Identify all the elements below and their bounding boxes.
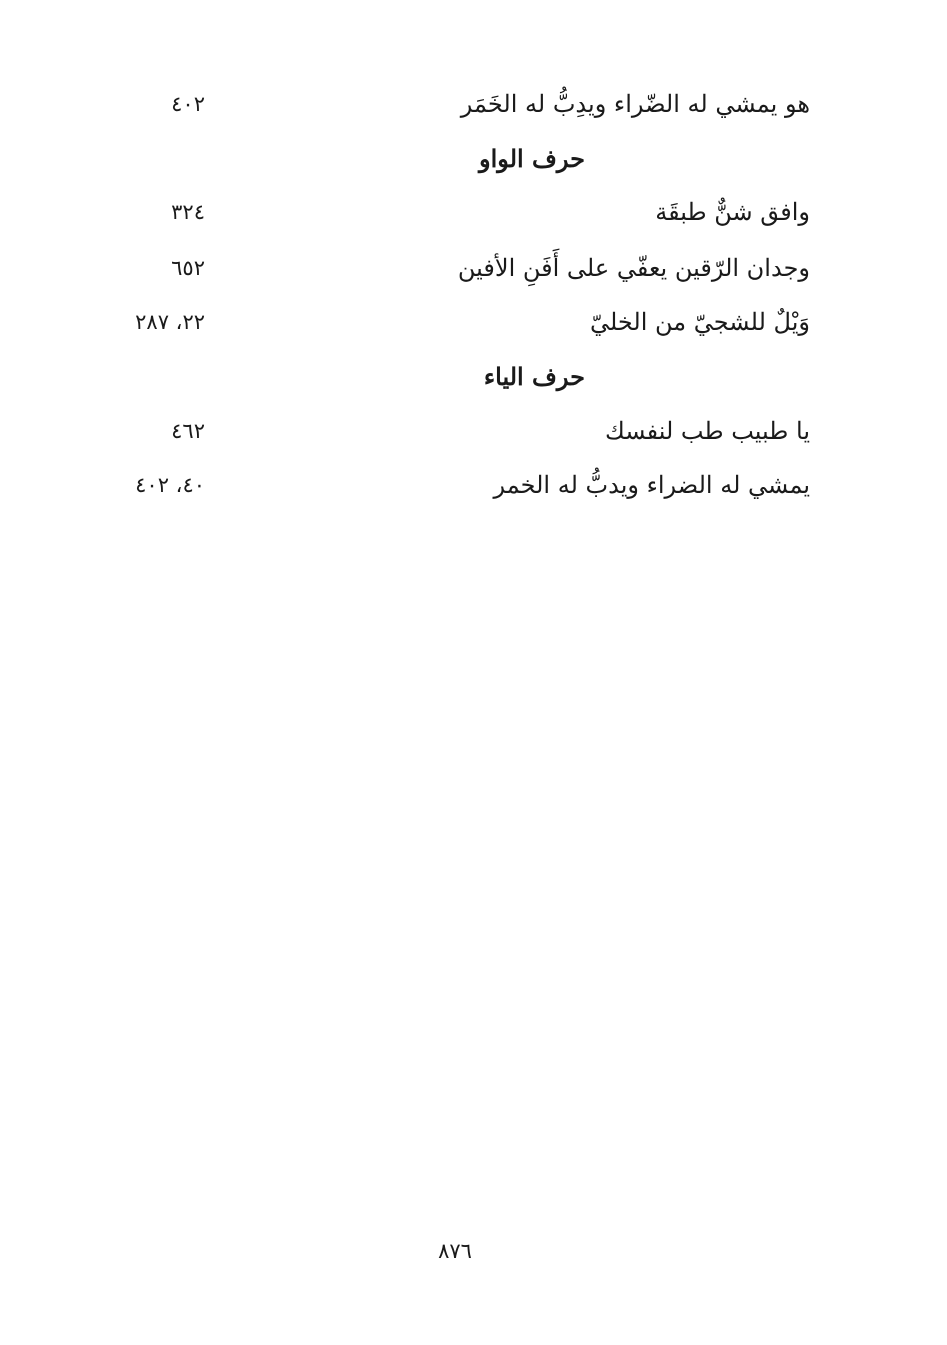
page-references: ٤٠، ٤٠٢ [135,473,205,497]
proverb-text: وَيْلٌ للشجيّ من الخليّ [589,308,810,336]
proverb-entry [90,411,810,451]
proverb-text: هو يمشي له الضّراء ويدِبُّ له الخَمَر [460,90,810,118]
page-references: ٤٠٢ [171,92,205,116]
page-references: ٦٥٢ [171,256,205,280]
proverb-text: وافق شنٌّ طبقَة [655,198,810,226]
proverb-entry [90,248,810,288]
page-number: ٨٧٦ [438,1239,472,1263]
page-references: ٣٢٤ [171,200,205,224]
proverb-entry [90,302,810,342]
page-references: ٢٢، ٢٨٧ [135,310,205,334]
section-heading-ya: حرف الياء [483,362,585,391]
proverb-text: يمشي له الضراء ويدبُّ له الخمر [493,471,810,499]
proverb-entry [90,84,810,124]
page-references: ٤٦٢ [171,419,205,443]
proverb-text: وجدان الرّقين يعفّي على أَفَنِ الأفين [457,254,810,282]
proverb-text: يا طبيب طب لنفسك [604,417,810,445]
section-heading-waw: حرف الواو [479,144,585,173]
proverb-entry [90,192,810,232]
proverb-entry [90,465,810,505]
